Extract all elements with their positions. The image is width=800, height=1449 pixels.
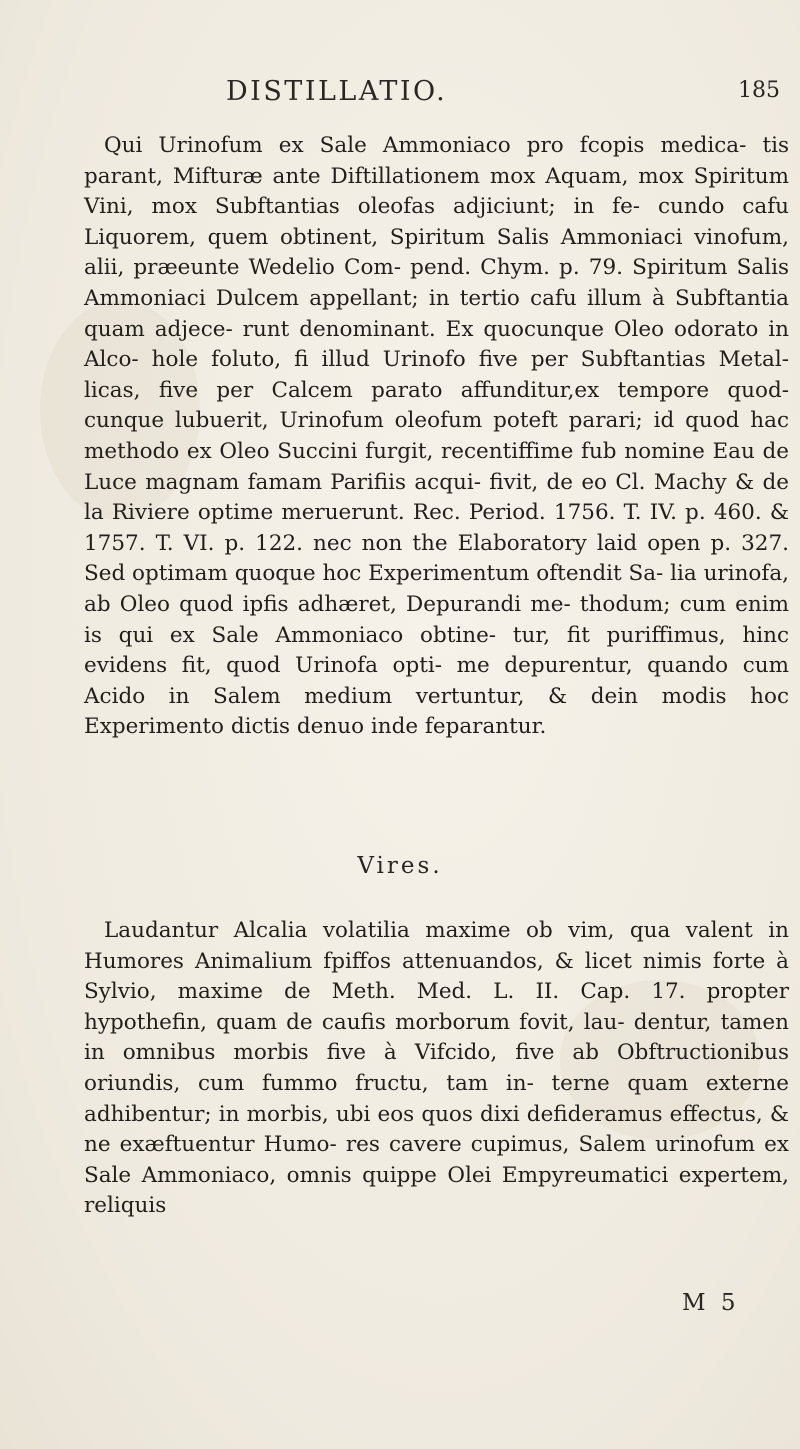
paragraph-distillation (84, 131, 789, 743)
section-heading-vires: Vires. (357, 853, 443, 879)
running-title: DISTILLATIO. (226, 76, 448, 107)
paragraph-text: Qui Urinofum ex Sale Ammoniaco pro fcopis medica- tis parant, Mifturæ ante Diftillationem mox Aquam, mox Spiritum Vini, mox Subftantias oleofas adjiciunt; in fe- cundo cafu Liquorem, quem obtinent, Spiritum Salis Ammoniaci vinofum, alii, præeunte Wedelio Com- pend. Chym. p. 79. Spiritum Salis Ammoniaci Dulcem appellant; in tertio cafu illum à Subftantia quam adjece- runt denominant. Ex quocunque Oleo odorato in Alco- hole foluto, fi illud Urinofo five per Subftantias Metal- licas, five per Calcem parato affunditur,ex tempore quod- cunque lubuerit, Urinofum oleofum poteft parari; id quod hac methodo ex Oleo Succini furgit, recentiffime fub nomine Eau de Luce magnam famam Parifiis acqui- fivit, de eo Cl. Machy & de la Riviere optime meruerunt. Rec. Period. 1756. T. IV. p. 460. & 1757. T. VI. p. 122. nec non the Elaboratory laid open p. 327. Sed optimam quoque hoc Experimentum oftendit Sa- lia urinofa, ab Oleo quod ipfis adhæret, Depurandi me- thodum; cum enim is qui ex Sale Ammoniaco obtine- tur, fit puriffimus, hinc evidens fit, quod Urinofa opti- me depurentur, quando cum Acido in Salem medium vertuntur, & dein modis hoc Experimento dictis denuo inde feparantur. (84, 133, 789, 740)
page-number: 185 (738, 78, 780, 103)
running-head (0, 76, 800, 112)
signature-mark: M 5 (682, 1290, 740, 1316)
paragraph-vires (84, 916, 789, 1222)
paragraph-text: Laudantur Alcalia volatilia maxime ob vim, qua valent in Humores Animalium fpiffos attenuandos, & licet nimis forte à Sylvio, maxime de Meth. Med. L. II. Cap. 17. propter hypothefin, quam de caufis morborum fovit, lau- dentur, tamen in omnibus morbis five à Vifcido, five ab Obftructionibus oriundis, cum fummo fructu, tam in- terne quam externe adhibentur; in morbis, ubi eos quos dixi defideramus effectus, & ne exæftuentur Humo- res cavere cupimus, Salem urinofum ex Sale Ammoniaco, omnis quippe Olei Empyreumatici expertem, reliquis (84, 918, 789, 1219)
